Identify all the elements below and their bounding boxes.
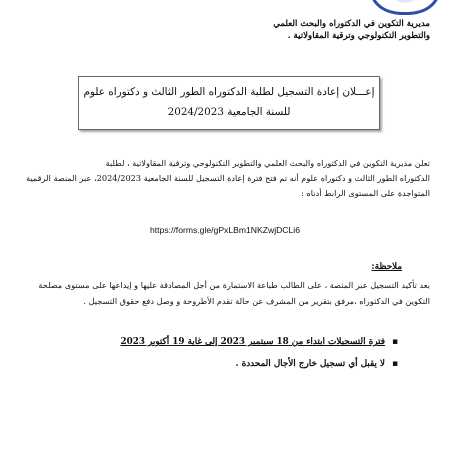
bullet-icon: ▪ [391, 359, 399, 369]
note-line-2: التكوين في الدكتوراه ،مرفق بتقرير من المشرف عن حالة تقدم الأطروحة و وصل دفع حقوق التسجيل . [83, 296, 430, 306]
important-points [22, 331, 402, 375]
university-seal-logo [370, 0, 440, 15]
announcement-title: إعـــلان إعادة التسجيل لطلبة الدكتوراه الطور الثالث و دكتوراه علوم [83, 86, 375, 98]
deadline-warning: لا يقبل أي تسجيل خارج الأجال المحددة . [235, 359, 385, 369]
academic-year: للسنة الجامعية 2024/2023 [167, 106, 291, 118]
note-label: ملاحظة: [371, 262, 402, 272]
bullet-item [22, 331, 402, 353]
bullet-item [22, 353, 402, 375]
registration-period: فترة التسجيلات ابتداء من 18 سبتمبر 2023 إلى غاية 19 أكتوبر 2023 [120, 337, 385, 347]
directorate-line-1: مديرية التكوين في الدكتوراه والبحث العلمي [273, 19, 430, 29]
body-line-1: تعلن مديرية التكوين في الدكتوراه والبحث العلمي والتطوير التكنولوجي وترقية المقاولاتية ، لطلبة [105, 158, 430, 168]
bullet-icon: ▪ [391, 337, 399, 347]
announcement-body [26, 156, 430, 201]
note-line-1: بعد تأكيد التسجيل عبر المنصة ، على الطالب طباعة الاستمارة من أجل المصادقة عليها و إيداعها على مستوى مصلحة [38, 280, 430, 290]
announcement-title-box [78, 76, 380, 130]
directorate-header [190, 18, 430, 42]
body-line-3: المتواجدة على المستوى الرابط أدناه : [301, 188, 430, 198]
note-text [25, 277, 430, 309]
registration-link[interactable]: https://forms.gle/gPxLBm1NKZwjDCLi6 [150, 225, 300, 235]
directorate-line-2: والتطوير التكنولوجي وترقية المقاولاتية . [287, 31, 430, 41]
body-line-2: الدكتوراه الطور الثالث و دكتوراه علوم أنه تم فتح فترة إعادة التسجيل للسنة الجامعية 2024/2023، عبر المنصة الرقمية [26, 173, 430, 183]
